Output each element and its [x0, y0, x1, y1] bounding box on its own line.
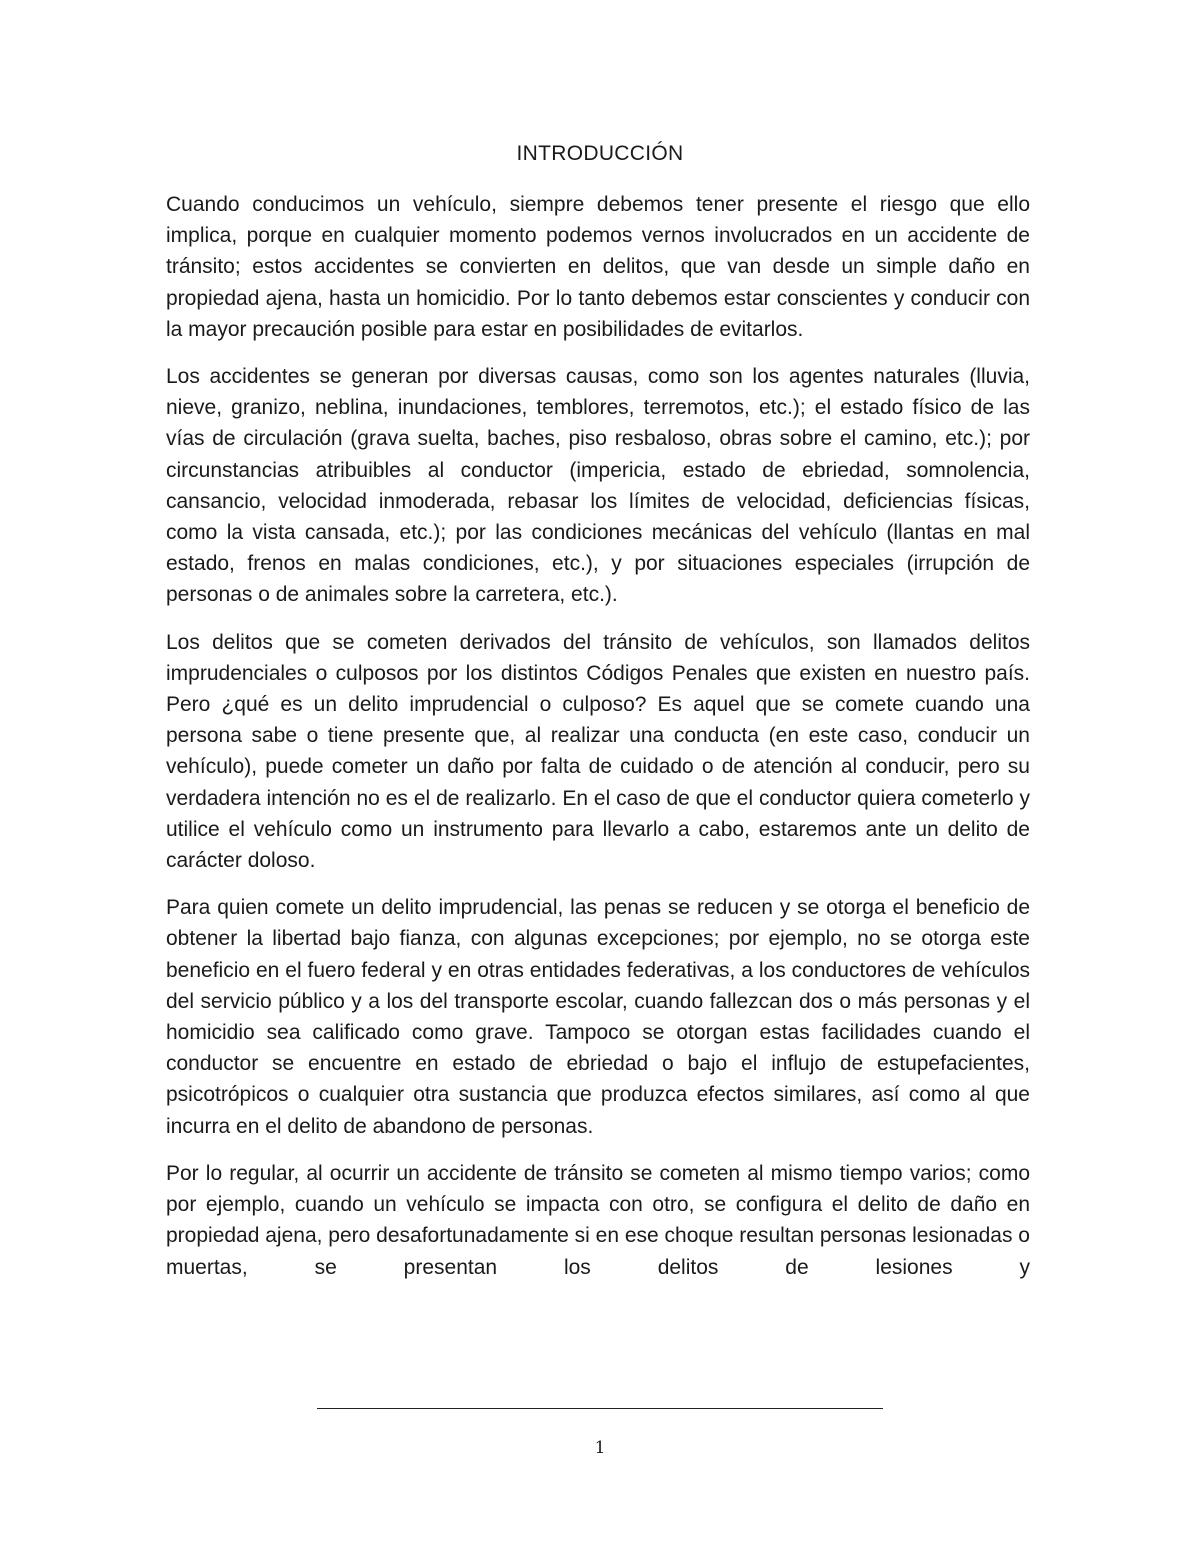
page-title: INTRODUCCIÓN [516, 142, 684, 165]
body-text [166, 189, 1030, 1299]
paragraph-2: Los accidentes se generan por diversas causas, como son los agentes naturales (lluvia, nieve, granizo, neblina, inundaciones, temblores, terremotos, etc.); el estado físico de las vías de circulación (grava suelta, baches, piso resbaloso, obras sobre el camino, etc.); por circunstancias atribuibles al conductor (impericia, estado de ebriedad, somnolencia, cansancio, velocidad inmoderada, rebasar los límites de velocidad, deficiencias físicas, como la vista cansada, etc.); por las condiciones mecánicas del vehículo (llantas en mal estado, frenos en malas condiciones, etc.), y por situaciones especiales (irrupción de personas o de animales sobre la carretera, etc.). [166, 365, 1030, 607]
footer-divider [317, 1408, 883, 1409]
paragraph-1: Cuando conducimos un vehículo, siempre debemos tener presente el riesgo que ello implica, porque en cualquier momento podemos vernos involucrados en un accidente de tránsito; estos accidentes se convierten en delitos, que van desde un simple daño en propiedad ajena, hasta un homicidio. Por lo tanto debemos estar conscientes y conducir con la mayor precaución posible para estar en posibilidades de evitarlos. [166, 193, 1030, 341]
paragraph-4: Para quien comete un delito imprudencial, las penas se reducen y se otorga el beneficio de obtener la libertad bajo fianza, con algunas excepciones; por ejemplo, no se otorga este beneficio en el fuero federal y en otras entidades federativas, a los conductores de vehículos del servicio público y a los del transporte escolar, cuando fallezcan dos o más personas y el homicidio sea calificado como grave. Tampoco se otorgan estas facilidades cuando el conductor se encuentre en estado de ebriedad o bajo el influjo de estupefacientes, psicotrópicos o cualquier otra sustancia que produzca efectos similares, así como al que incurra en el delito de abandono de personas. [166, 896, 1030, 1138]
page-number: 1 [594, 1438, 606, 1458]
paragraph-3: Los delitos que se cometen derivados del tránsito de vehículos, son llamados delitos imprudenciales o culposos por los distintos Códigos Penales que existen en nuestro país. Pero ¿qué es un delito imprudencial o culposo? Es aquel que se comete cuando una persona sabe o tiene presente que, al realizar una conducta (en este caso, conducir un vehículo), puede cometer un daño por falta de cuidado o de atención al conducir, pero su verdadera intención no es el de realizarlo. En el caso de que el conductor quiera cometerlo y utilice el vehículo como un instrumento para llevarlo a cabo, estaremos ante un delito de carácter doloso. [166, 630, 1030, 873]
paragraph-5: Por lo regular, al ocurrir un accidente de tránsito se cometen al mismo tiempo varios; como por ejemplo, cuando un vehículo se impacta con otro, se configura el delito de daño en propiedad ajena, pero desafortunadamente si en ese choque resultan personas lesionadas o muertas, se presentan los delitos de lesiones y [166, 1161, 1030, 1279]
